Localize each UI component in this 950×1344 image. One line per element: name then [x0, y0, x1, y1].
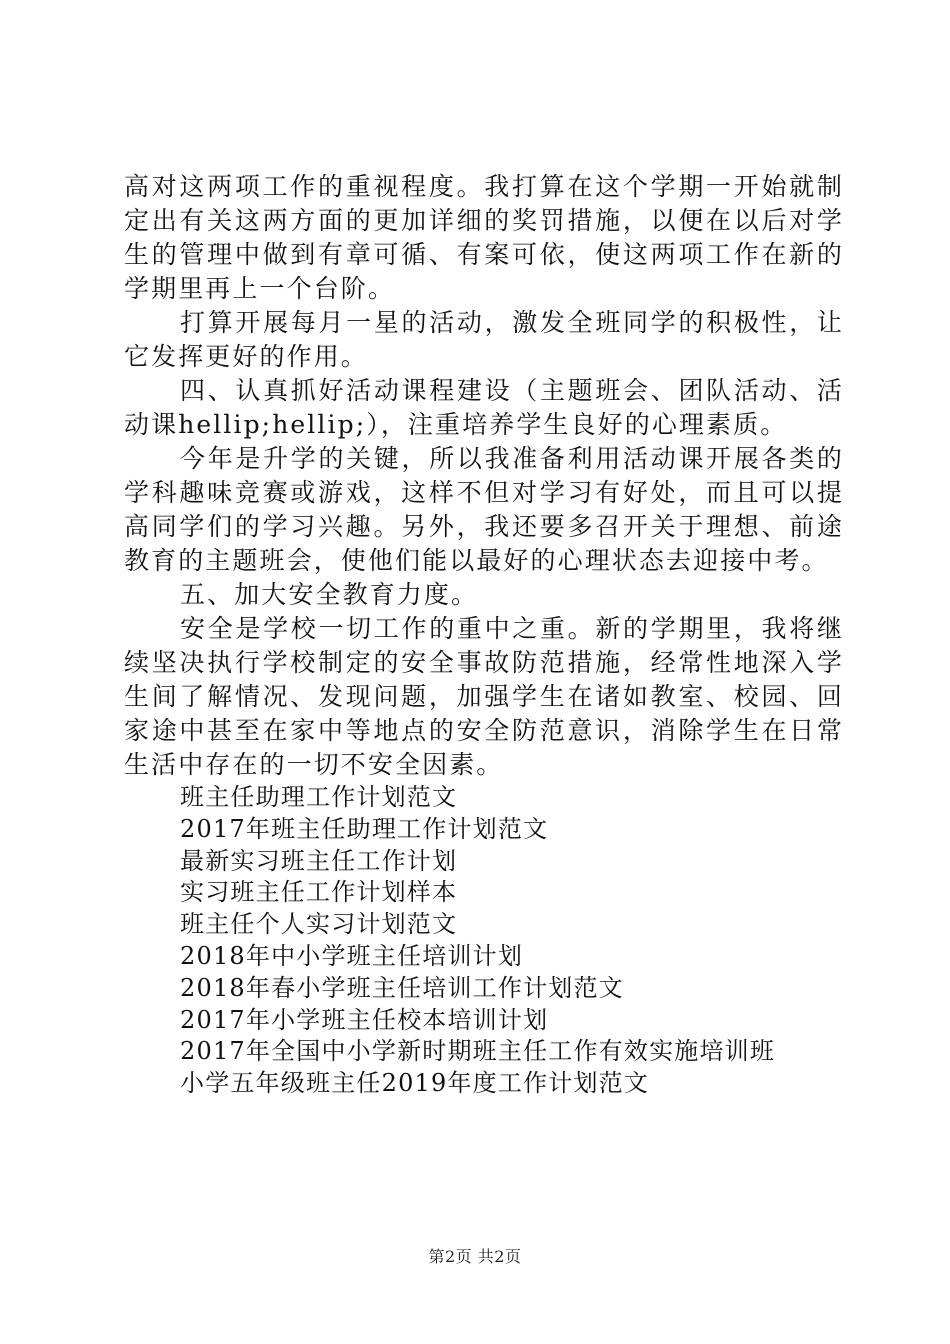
related-article-link[interactable]: 班主任个人实习计划范文 — [180, 910, 458, 939]
body-paragraph-2: 打算开展每月一星的活动，激发全班同学的积极性，让它发挥更好的作用。 — [124, 308, 844, 371]
related-article-link[interactable]: 2017年全国中小学新时期班主任工作有效实施培训班 — [180, 1037, 776, 1066]
body-paragraph-6: 安全是学校一切工作的重中之重。新的学期里，我将继续坚决执行学校制定的安全事故防范措施，经常性地深入学生间了解情况、发现问题，加强学生在诸如教室、校园、回家途中甚至在家中等地点的安全防范意识，消除学生在日常生活中存在的一切不安全因素。 — [124, 614, 844, 779]
related-article-link[interactable]: 2017年小学班主任校本培训计划 — [180, 1005, 549, 1034]
related-article-link[interactable]: 小学五年级班主任2019年度工作计划范文 — [180, 1069, 650, 1098]
related-article-link[interactable]: 2018年春小学班主任培训工作计划范文 — [180, 973, 624, 1002]
section-heading-four: 四、认真抓好活动课程建设（主题班会、团队活动、活动课hellip;hellip;），注重培养学生良好的心理素质。 — [124, 376, 844, 439]
section-heading-five: 五、加大安全教育力度。 — [180, 580, 479, 609]
related-article-link[interactable]: 最新实习班主任工作计划 — [180, 846, 458, 875]
related-article-link[interactable]: 实习班主任工作计划样本 — [180, 878, 458, 907]
related-article-link[interactable]: 2017年班主任助理工作计划范文 — [180, 814, 549, 843]
related-article-link[interactable]: 2018年中小学班主任培训计划 — [180, 941, 524, 970]
body-paragraph-4: 今年是升学的关键，所以我准备利用活动课开展各类的学科趣味竞赛或游戏，这样不但对学习有好处，而且可以提高同学们的学习兴趣。另外，我还要多召开关于理想、前途教育的主题班会，使他们能以最好的心理状态去迎接中考。 — [124, 444, 844, 575]
related-articles-list — [124, 782, 844, 1100]
related-article-link[interactable]: 班主任助理工作计划范文 — [180, 783, 458, 811]
body-paragraph-1: 高对这两项工作的重视程度。我打算在这个学期一开始就制定出有关这两方面的更加详细的奖罚措施，以便在以后对学生的管理中做到有章可循、有案可依，使这两项工作在新的学期里再上一个台阶。 — [124, 172, 844, 303]
page-number-footer: 第2页 共2页 — [428, 1247, 522, 1266]
document-body — [124, 170, 844, 1100]
